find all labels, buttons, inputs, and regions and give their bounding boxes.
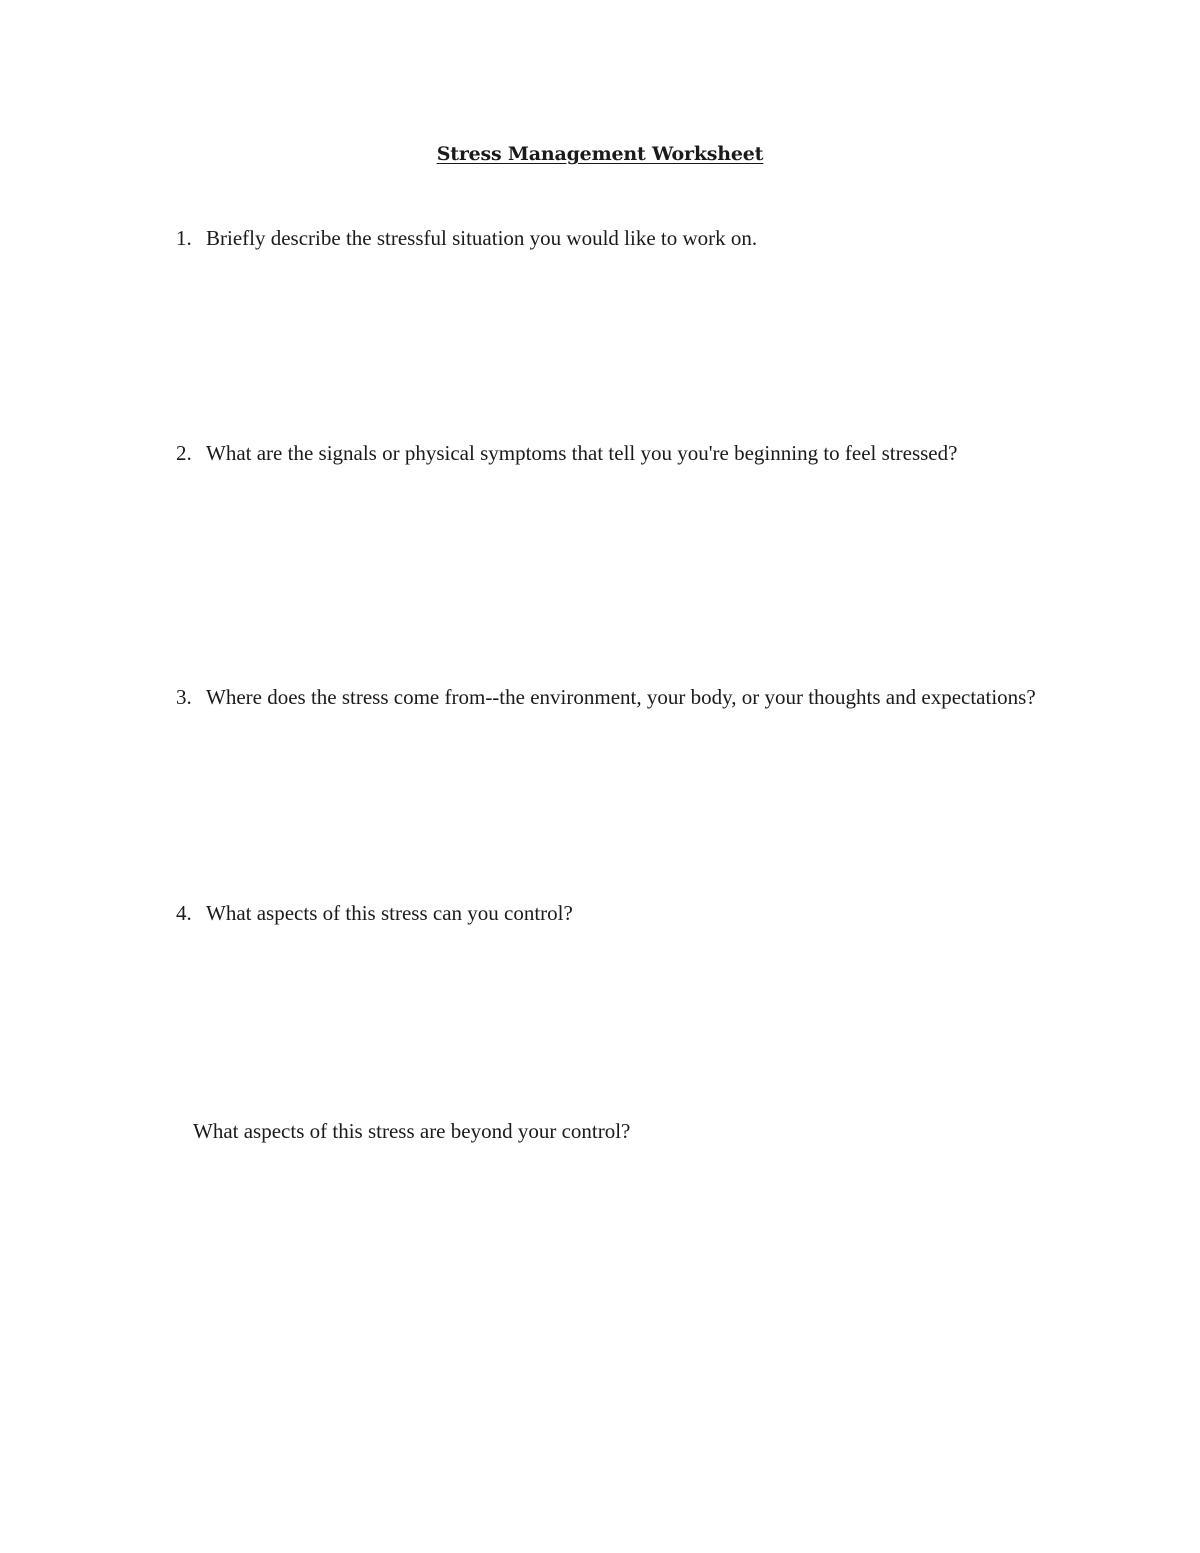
question-number: 2. xyxy=(176,441,192,465)
question-text: Briefly describe the stressful situation you would like to work on. xyxy=(206,226,758,250)
question-text: What aspects of this stress are beyond your control? xyxy=(193,1119,631,1143)
question-3 xyxy=(176,684,1036,711)
question-text: What aspects of this stress can you control? xyxy=(206,901,573,925)
question-number: 1. xyxy=(176,226,192,250)
question-4b xyxy=(193,1118,1053,1145)
page-title: Stress Management Worksheet xyxy=(436,143,764,165)
question-number: 3. xyxy=(176,685,192,709)
question-2 xyxy=(176,440,1036,467)
question-text: What are the signals or physical symptoms that tell you you're beginning to feel stressed? xyxy=(206,441,958,465)
question-4 xyxy=(176,900,1036,927)
question-1 xyxy=(176,225,1036,252)
question-number: 4. xyxy=(176,901,192,925)
question-text: Where does the stress come from--the environment, your body, or your thoughts and expectations? xyxy=(206,685,1036,709)
